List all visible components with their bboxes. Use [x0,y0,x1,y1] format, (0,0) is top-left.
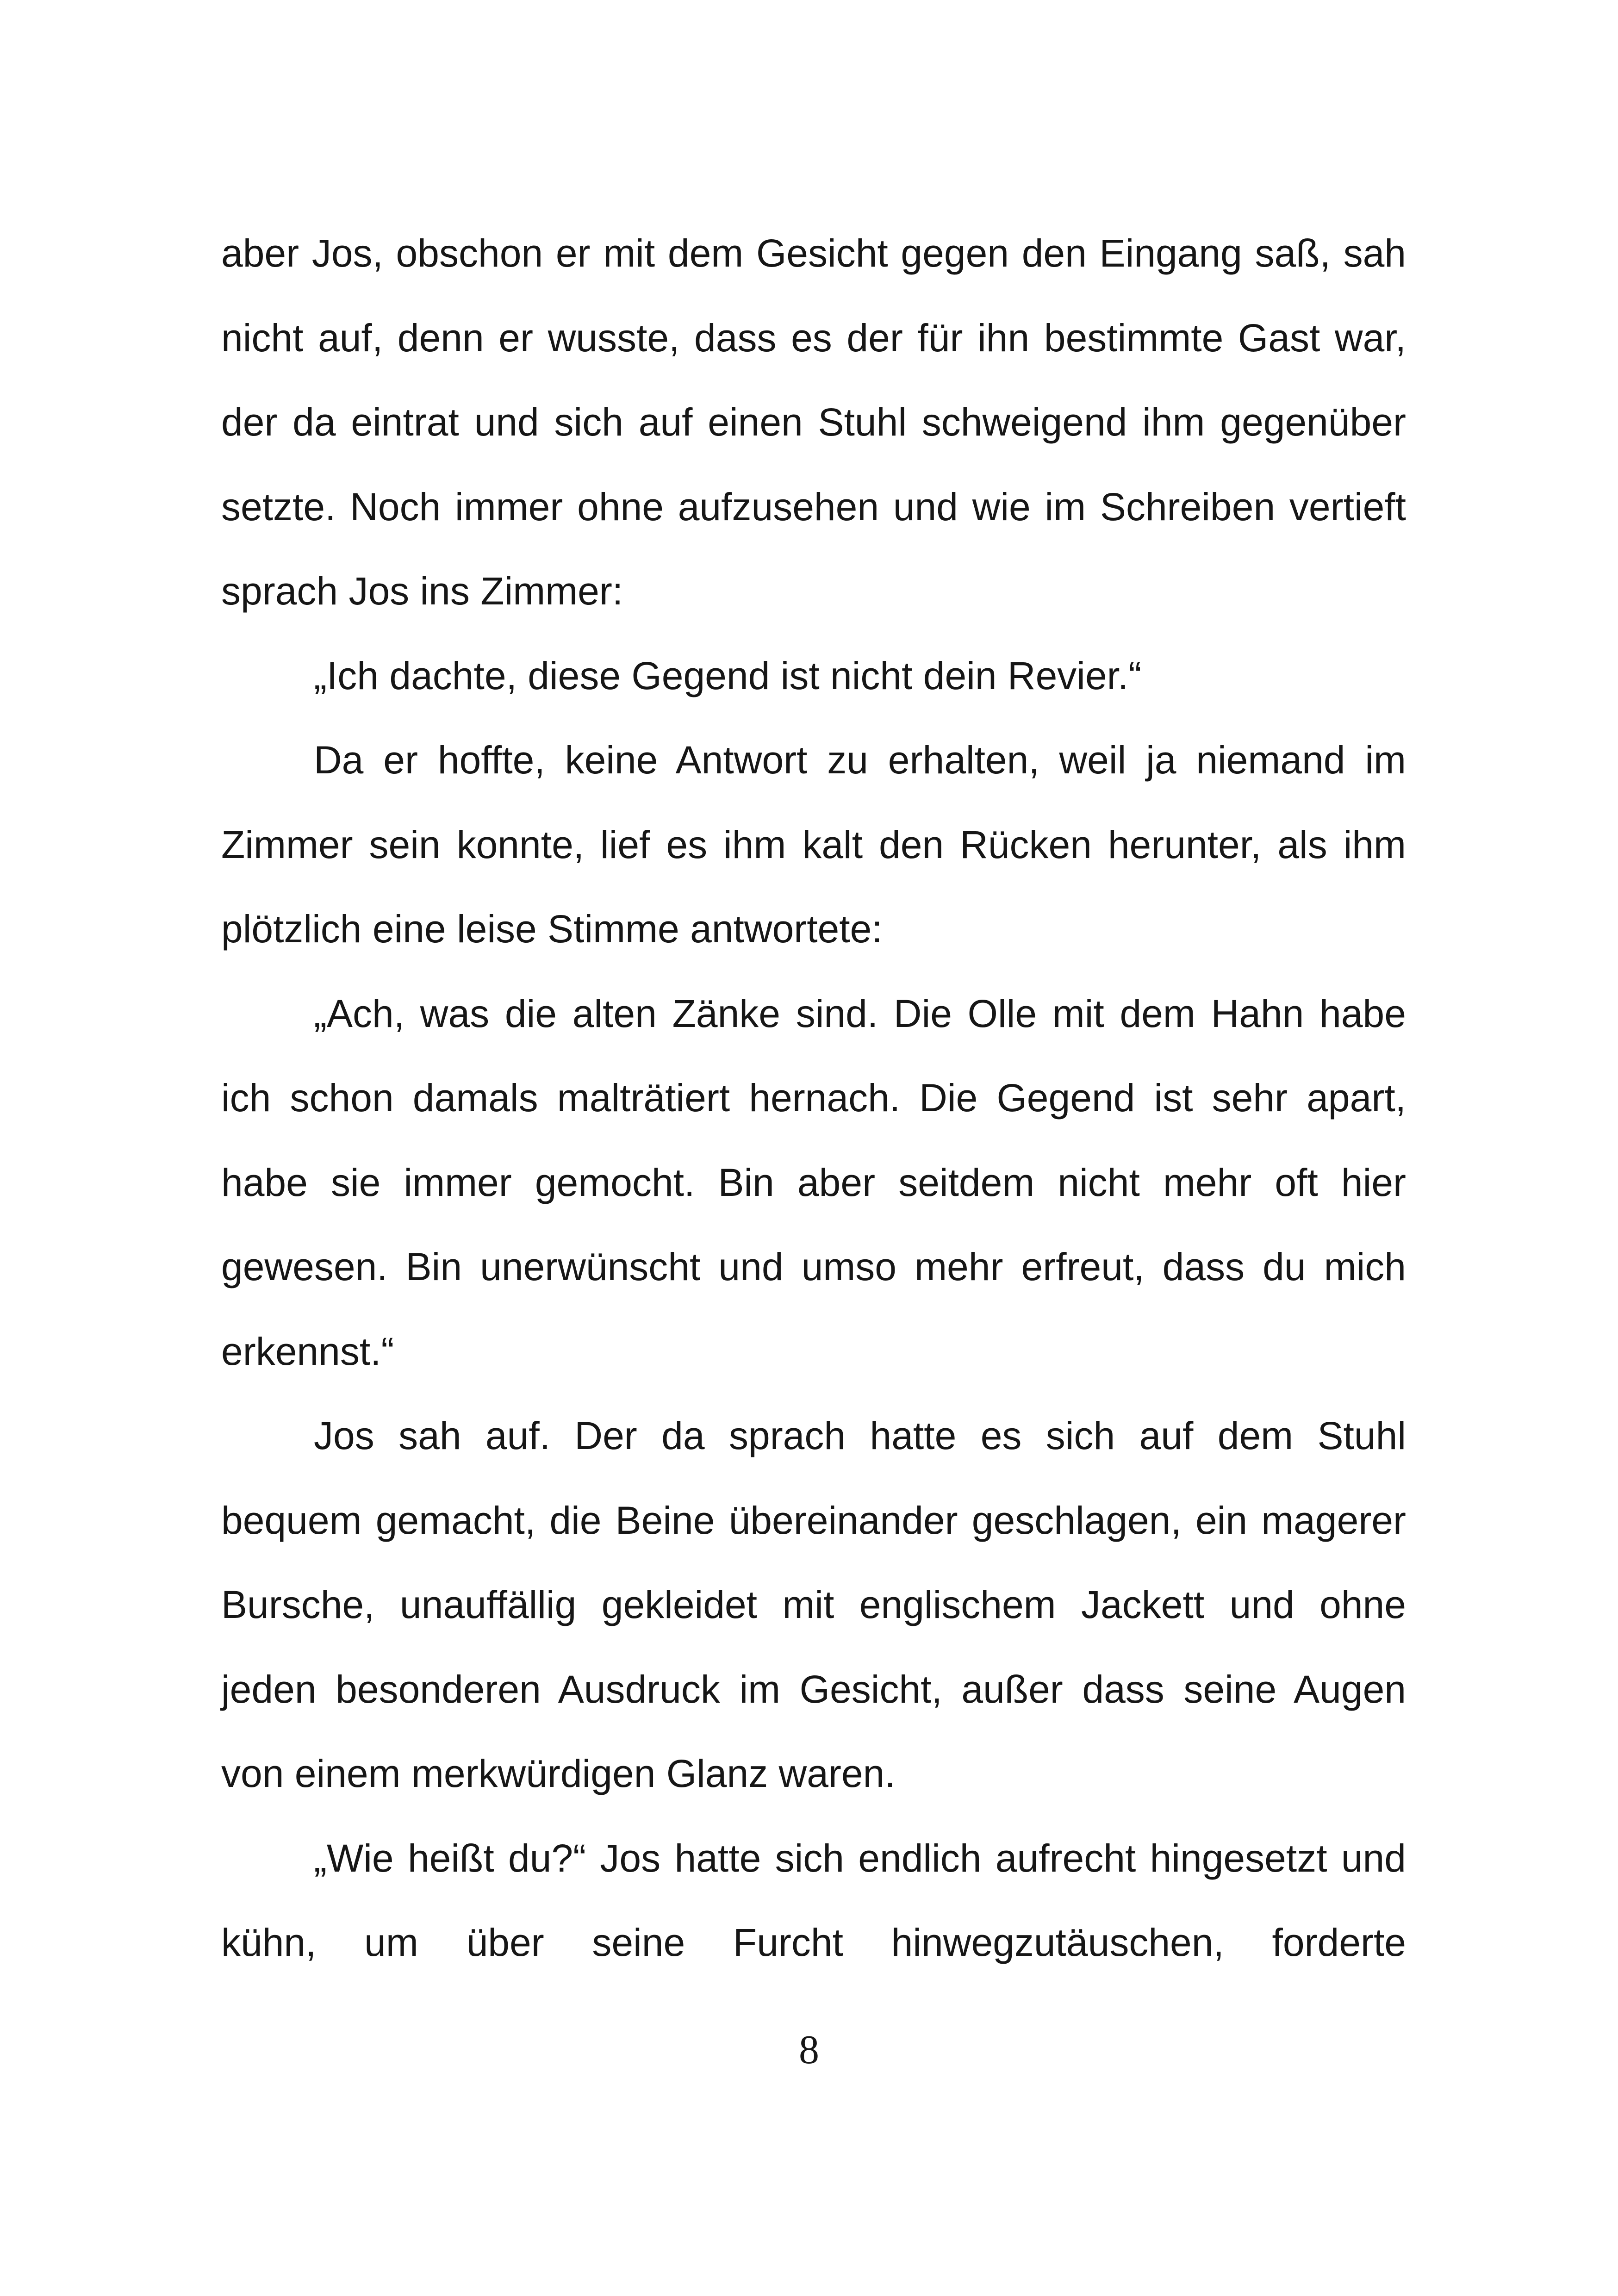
paragraph: „Ach, was die alten Zänke sind. Die Olle mit dem Hahn habe ich schon damals malträtiert hernach. Die Gegend ist sehr apart, habe sie immer gemocht. Bin aber seitdem nicht mehr oft hier gewesen. Bin unerwünscht und umso mehr erfreut, dass du mich erkennst.“ [221,991,1406,1373]
paragraph: „Ich dachte, diese Gegend ist nicht dein Revier.“ [314,653,1142,697]
page-number: 8 [799,2028,819,2072]
paragraph: aber Jos, obschon er mit dem Gesicht gegen den Eingang saß, sah nicht auf, denn er wusste, dass es der für ihn bestimmte Gast war, der da eintrat und sich auf einen Stuhl schweigend ihm gegenüber setzte. Noch immer ohne aufzusehen und wie im Schreiben vertieft sprach Jos ins Zimmer: [221,231,1406,613]
paragraph: Da er hoffte, keine Antwort zu erhalten, weil ja niemand im Zimmer sein konnte, lief es ihm kalt den Rücken herunter, als ihm plötzlich eine leise Stimme antwortete: [221,738,1406,951]
paragraph: Jos sah auf. Der da sprach hatte es sich auf dem Stuhl bequem gemacht, die Beine übereinander geschlagen, ein magerer Bursche, unauffällig gekleidet mit englischem Jackett und ohne jeden besonderen Ausdruck im Gesicht, außer dass seine Augen von einem merkwürdigen Glanz waren. [221,1414,1406,1795]
last-paragraph: „Wie heißt du?“ Jos hatte sich endlich aufrecht hingesetzt und kühn, um über seine Furcht hinwegzutäuschen, forderte [221,1836,1406,1964]
body-text [221,211,1406,1985]
